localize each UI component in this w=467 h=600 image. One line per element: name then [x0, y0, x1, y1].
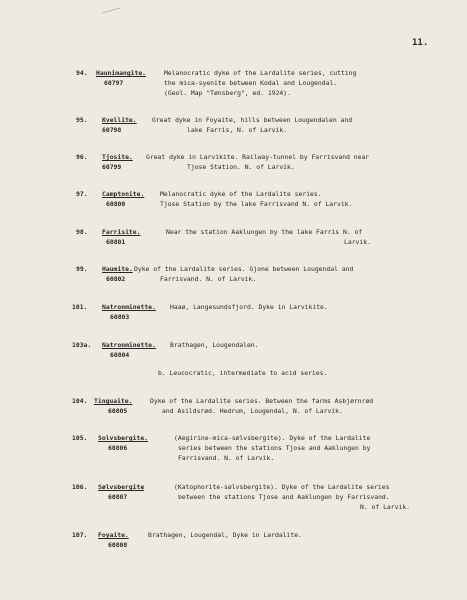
entry-number: 106.	[72, 483, 88, 491]
specimen-number: 60805	[108, 407, 128, 415]
entry-description: between the stations Tjose and Aaklungen by Farrisvand.	[178, 493, 390, 501]
entry-description: (Aegirine-mica-sølvsbergite). Dyke of the Lardalite	[174, 434, 371, 442]
entry-description: Farrisvand. N. of Larvik.	[178, 454, 275, 462]
specimen-number: 60808	[108, 541, 128, 549]
entry-number: 95.	[76, 116, 88, 124]
entry-number: 97.	[76, 190, 88, 198]
rock-name: Tinguaite.	[94, 397, 133, 405]
specimen-number: 60807	[108, 493, 128, 501]
entry-description: (Geol. Map "Tønsberg", ed. 1924).	[164, 89, 291, 97]
entry-number: 101.	[72, 303, 88, 311]
pencil-mark	[100, 0, 122, 8]
rock-name: Camptonite.	[102, 190, 145, 198]
entry-description: Melanocratic dyke of the Lardalite series, cutting	[164, 69, 357, 77]
entry-description: Dyke of the Lardalite series. Gjone between Lougendal and	[134, 265, 354, 273]
rock-name: Tjosite.	[102, 153, 133, 161]
entry-description: Melanocratic dyke of the Lardalite series.	[160, 190, 322, 198]
rock-name: Natronminette.	[102, 341, 156, 349]
entry-description: Larvik.	[344, 238, 371, 246]
rock-name: Kvellite.	[102, 116, 137, 124]
entry-description: Farrisvand. N. of Larvik.	[160, 275, 257, 283]
rock-name: Natronminette.	[102, 303, 156, 311]
specimen-number: 60799	[102, 163, 122, 171]
entry-description: Tjose Station by the lake Farrisvand N. of Larvik.	[160, 200, 353, 208]
entry-description: Dyke of the Lardalite series. Between the farms Asbjørnrød	[150, 397, 374, 405]
page-number: 11.	[412, 38, 429, 48]
entry-number: 107.	[72, 531, 88, 539]
rock-name: Haumite.	[102, 265, 133, 273]
rock-name: Haunimangite.	[96, 69, 147, 77]
entry-description: Haaø, Langesundsfjord. Dyke in Larvikite.	[170, 303, 328, 311]
entry-description: N. of Larvik.	[360, 503, 411, 511]
entry-number: 94.	[76, 69, 88, 77]
entry-number: 96.	[76, 153, 88, 161]
specimen-number: 60798	[102, 126, 122, 134]
entry-description: the mica-syenite between Kodal and Lougendal.	[164, 79, 338, 87]
entry-number: 99.	[76, 265, 88, 273]
entry-number: 103a.	[72, 341, 92, 349]
entry-description: lake Farris, N. of Larvik.	[187, 126, 288, 134]
specimen-number: 60802	[106, 275, 126, 283]
specimen-number: 60801	[106, 238, 126, 246]
rock-name: Farrisite.	[102, 228, 141, 236]
entry-description: Near the station Aaklungen by the lake Farris N. of	[166, 228, 363, 236]
entry-description: Brathagen, Lougendalen.	[170, 341, 259, 349]
specimen-number: 60806	[108, 444, 128, 452]
entry-description: Brathagen, Lougendal, Dyke in Lardalite.	[148, 531, 302, 539]
section-heading: b. Leucocratic, intermediate to acid series.	[158, 369, 328, 377]
specimen-number: 60797	[104, 79, 124, 87]
entry-description: series between the stations Tjose and Aaklungen by	[178, 444, 371, 452]
entry-description: (Katophorite-sølvsbergite). Dyke of the Lardalite series	[174, 483, 390, 491]
entry-description: Tjose Station. N. of Larvik.	[187, 163, 295, 171]
rock-name: Solvsbergite.	[98, 434, 149, 442]
entry-description: Great dyke in Foyaite, hills between Lougendalen and	[152, 116, 353, 124]
specimen-number: 60804	[110, 351, 130, 359]
rock-name: Sølvsbergite	[98, 483, 145, 491]
entry-description: and Asildsrød. Hedrum, Lougendal, N. of Larvik.	[162, 407, 343, 415]
entry-number: 98.	[76, 228, 88, 236]
rock-name: Foyaite.	[98, 531, 129, 539]
entry-description: Great dyke in Larvikite. Railway-tunnel by Farrisvand near	[146, 153, 370, 161]
entry-number: 105.	[72, 434, 88, 442]
entry-number: 104.	[72, 397, 88, 405]
specimen-number: 60803	[110, 313, 130, 321]
specimen-number: 60800	[106, 200, 126, 208]
